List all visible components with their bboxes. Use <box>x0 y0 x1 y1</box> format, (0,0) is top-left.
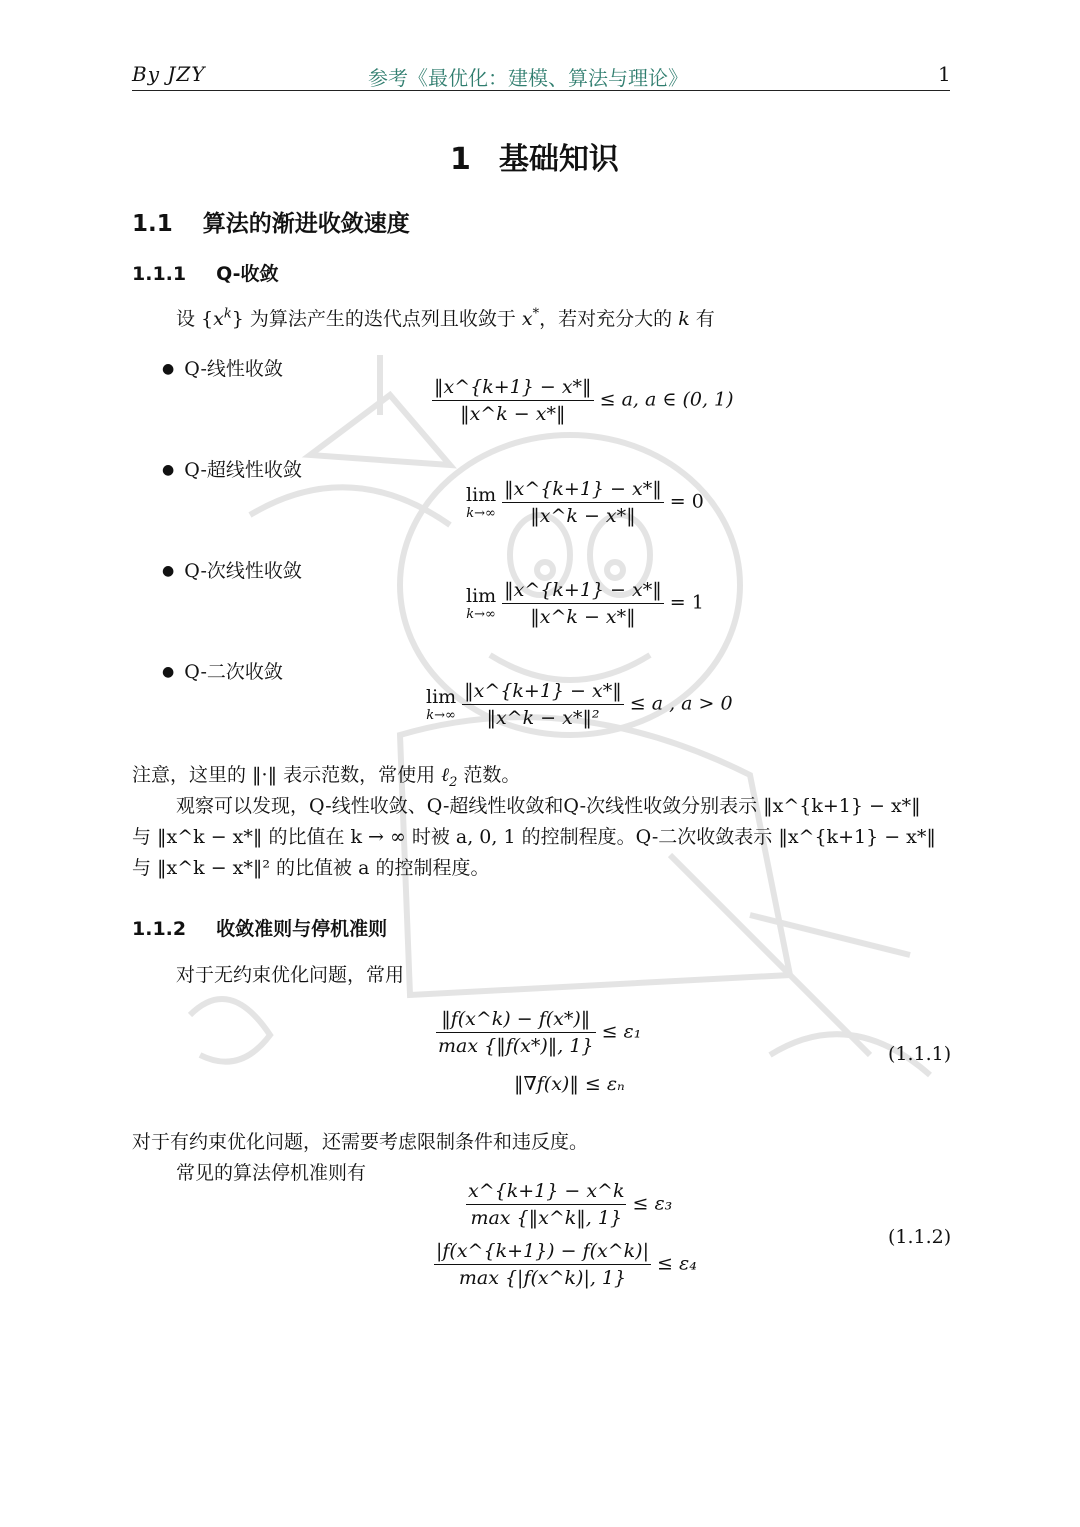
header-page-number: 1 <box>938 62 951 86</box>
formula-q-linear <box>432 376 734 425</box>
bullet-dot-icon: ● <box>162 664 175 680</box>
bullet-label: Q-二次收敛 <box>184 661 283 683</box>
chapter-title: 基础知识 <box>498 142 619 177</box>
lim-operator: lim <box>466 585 497 607</box>
header-author: By JZY <box>132 62 206 86</box>
equation-1-1-1-line2: ‖∇f(x)‖ ≤ εₙ <box>514 1073 625 1095</box>
formula-denominator: ‖x^k − x*‖ <box>530 606 636 628</box>
equation-tag-1-1-2: (1.1.2) <box>888 1226 952 1248</box>
bullet-dot-icon: ● <box>162 361 175 377</box>
intro-text-d: 有 <box>689 308 715 330</box>
intro-limit: x* <box>521 306 540 330</box>
note-l2: ℓ$_2$ <box>441 764 458 790</box>
formula-q-quadratic <box>426 680 733 729</box>
intro-paragraph <box>176 304 715 331</box>
observe-line-1: 观察可以发现，Q-线性收敛、Q-超线性收敛和Q-次线性收敛分别表示 ‖x^{k+1} − x*‖ <box>176 795 921 817</box>
equation-tag-1-1-1: (1.1.1) <box>888 1043 952 1065</box>
formula-q-superlinear <box>466 478 704 527</box>
section-number: 1.1 <box>132 211 173 237</box>
eq2-denominator-1: max {‖x^k‖, 1} <box>470 1207 623 1229</box>
formula-condition: ≤ a , a > 0 <box>629 692 733 715</box>
lim-subscript: k→∞ <box>466 506 496 521</box>
eq2-rhs-1: ≤ ε₃ <box>632 1192 673 1215</box>
subsection-number: 1.1.1 <box>132 263 187 285</box>
eq1-rhs: ≤ ε₁ <box>601 1020 642 1043</box>
bullet-label: Q-次线性收敛 <box>184 560 302 582</box>
formula-denominator: ‖x^k − x*‖ <box>460 403 566 425</box>
subsection-heading-stopping-criteria <box>132 914 387 941</box>
lim-operator: lim <box>426 686 457 708</box>
bullet-q-sublinear <box>162 556 302 583</box>
formula-condition: = 0 <box>669 490 704 513</box>
observe-line-3: 与 ‖x^k − x*‖² 的比值被 a 的控制程度。 <box>132 857 490 879</box>
bullet-dot-icon: ● <box>162 563 175 579</box>
subsection-number: 1.1.2 <box>132 918 187 940</box>
formula-numerator: ‖x^{k+1} − x*‖ <box>502 579 664 604</box>
lim-operator: lim <box>466 484 497 506</box>
formula-numerator: ‖x^{k+1} − x*‖ <box>462 680 624 705</box>
header-rule <box>132 90 950 91</box>
intro-text-a: 设 { <box>176 308 214 330</box>
eq1-numerator: ‖f(x^k) − f(x*)‖ <box>436 1008 596 1033</box>
eq1-denominator: max {‖f(x*)‖, 1} <box>438 1035 594 1057</box>
unconstrained-text: 对于无约束优化问题，常用 <box>176 964 405 986</box>
eq2-rhs-2: ≤ ε₄ <box>657 1252 697 1275</box>
eq2-denominator-2: max {|f(x^k)|, 1} <box>458 1267 627 1289</box>
formula-denominator: ‖x^k − x*‖ <box>530 505 636 527</box>
section-title: 算法的渐进收敛速度 <box>202 211 410 237</box>
intro-seq: $x^k$ <box>213 306 232 330</box>
subsection-title: 收敛准则与停机准则 <box>216 918 388 940</box>
bullet-label: Q-线性收敛 <box>184 358 283 380</box>
formula-numerator: ‖x^{k+1} − x*‖ <box>432 376 594 401</box>
formula-denominator-squared: ‖x^k − x*‖² <box>486 707 600 729</box>
equation-1-1-2-line2 <box>434 1240 697 1289</box>
eq2-numerator-2: |f(x^{k+1}) − f(x^k)| <box>434 1240 651 1265</box>
observe-line-2: 与 ‖x^k − x*‖ 的比值在 k → ∞ 时被 a, 0, 1 的控制程度。Q-二次收敛表示 ‖x^{k+1} − x*‖ <box>132 826 936 848</box>
bullet-q-quadratic <box>162 657 283 684</box>
section-heading <box>132 205 410 238</box>
chapter-number: 1 <box>450 142 471 177</box>
note-text-a: 注意，这里的 ‖·‖ 表示范数，常使用 <box>132 764 442 786</box>
intro-text-c: ，若对充分大的 <box>539 308 679 330</box>
norm-note <box>132 760 520 790</box>
bullet-q-superlinear <box>162 455 302 482</box>
note-text-b: 范数。 <box>457 764 521 786</box>
intro-k: k <box>678 308 690 330</box>
lim-subscript: k→∞ <box>466 607 496 622</box>
formula-q-sublinear <box>466 579 704 628</box>
formula-condition: ≤ a, a ∈ (0, 1) <box>599 388 734 411</box>
header-reference: 参考《最优化：建模、算法与理论》 <box>368 66 688 90</box>
chapter-heading <box>450 134 619 178</box>
equation-1-1-1-line1 <box>436 1008 641 1057</box>
subsection-title: Q-收敛 <box>216 263 279 285</box>
eq2-numerator-1: x^{k+1} − x^k <box>466 1180 626 1205</box>
bullet-q-linear <box>162 354 283 381</box>
equation-1-1-2-line1 <box>466 1180 672 1229</box>
stopping-text: 常见的算法停机准则有 <box>176 1162 367 1184</box>
lim-subscript: k→∞ <box>426 708 456 723</box>
intro-text-b: } 为算法产生的迭代点列且收敛于 <box>231 308 522 330</box>
formula-condition: = 1 <box>669 591 704 614</box>
bullet-label: Q-超线性收敛 <box>184 459 302 481</box>
bullet-dot-icon: ● <box>162 462 175 478</box>
subsection-heading-q-convergence <box>132 259 279 286</box>
formula-numerator: ‖x^{k+1} − x*‖ <box>502 478 664 503</box>
constrained-text: 对于有约束优化问题，还需要考虑限制条件和违反度。 <box>132 1131 589 1153</box>
